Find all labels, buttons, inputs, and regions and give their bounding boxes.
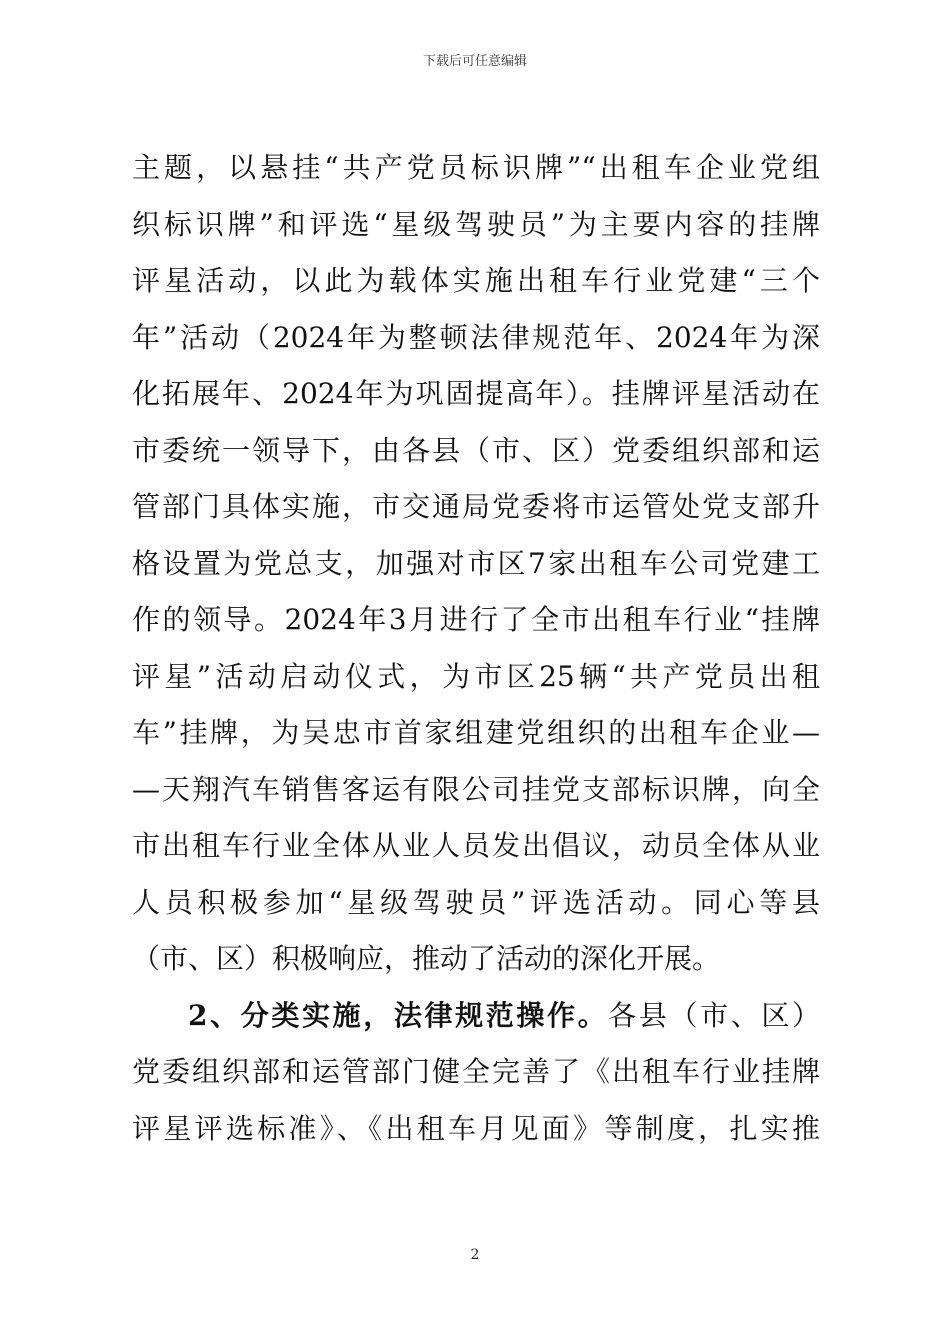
text-line: 评星评选标准》、《出租车月见面》等制度，扎实推 — [132, 1111, 820, 1145]
document-body — [132, 140, 820, 1157]
text-line: 车”挂牌，为吴忠市首家组建党组织的出租车企业— — [132, 716, 820, 749]
text-line: 市出租车行业全体从业人员发出倡议，动员全体从业 — [132, 829, 820, 862]
text-line: 主题，以悬挂“共产党员标识牌”“出租车企业党组 — [132, 151, 820, 184]
text-line: 党委组织部和运管部门健全完善了《出租车行业挂牌 — [132, 1055, 820, 1088]
text-line: 年”活动（2024年为整顿法律规范年、2024年为深 — [132, 320, 820, 354]
text-line: （市、区）积极响应，推动了活动的深化开展。 — [132, 942, 721, 975]
paragraph-heading-line — [132, 988, 820, 1045]
text-fragment: 各县（市、区） — [608, 998, 820, 1032]
text-line: 化拓展年、2024年为巩固提高年）。挂牌评星活动在 — [132, 377, 820, 410]
text-line: 人员积极参加“星级驾驶员”评选活动。同心等县 — [132, 885, 820, 919]
text-line: 织标识牌”和评选“星级驾驶员”为主要内容的挂牌 — [132, 207, 820, 241]
text-line: 评星”活动启动仪式，为市区25辆“共产党员出租 — [132, 659, 820, 693]
section-heading: 2、分类实施，法律规范操作。 — [188, 998, 609, 1032]
text-line: 格设置为党总支，加强对市区7家出租车公司党建工 — [132, 546, 820, 580]
text-line: 作的领导。2024年3月进行了全市出租车行业“挂牌 — [132, 603, 820, 636]
page-number: 2 — [470, 1247, 480, 1263]
text-line: 评星活动，以此为载体实施出租车行业党建“三个 — [132, 264, 820, 297]
text-line: —天翔汽车销售客运有限公司挂党支部标识牌，向全 — [132, 772, 820, 806]
page-header: 下载后可任意编辑 — [422, 54, 527, 69]
text-line: 市委统一领导下，由各县（市、区）党委组织部和运 — [132, 433, 820, 467]
text-line: 管部门具体实施，市交通局党委将市运管处党支部升 — [132, 490, 820, 523]
